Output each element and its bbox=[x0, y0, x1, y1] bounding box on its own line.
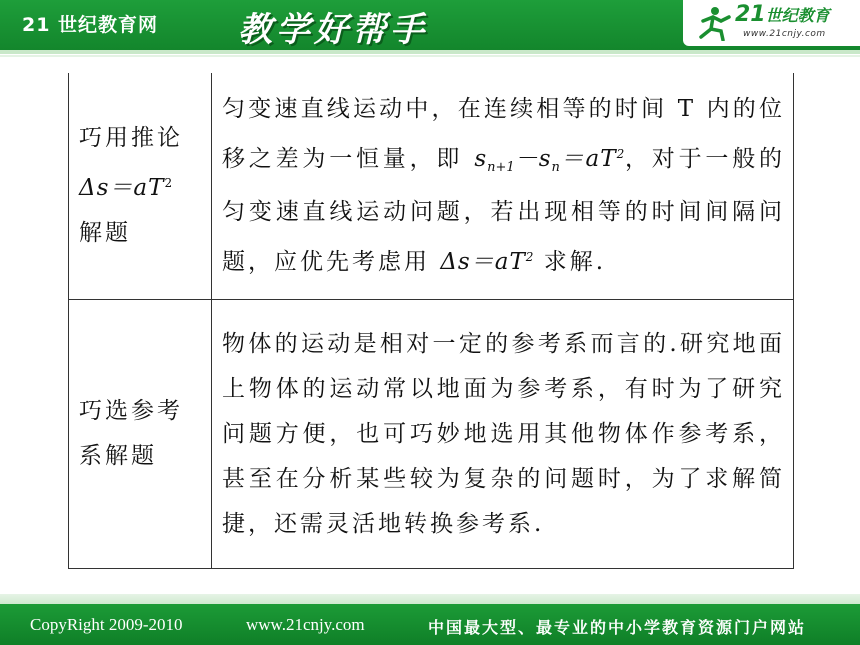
description-text: 求解. bbox=[533, 249, 607, 275]
slogan: 教学好帮手 bbox=[238, 10, 428, 50]
table-row bbox=[69, 300, 794, 569]
description-text: 匀变速直线运动中，在连续相等的时间 T 内的位移之差为一恒量，即 bbox=[222, 96, 785, 172]
method-formula: $\Delta s=aT^2$ bbox=[79, 175, 173, 201]
description-cell: 物体的运动是相对一定的参考系而言的.研究地面上物体的运动常以地面为参考系，有时为了研究问题方便，也可巧妙地选用其他物体作参考系，甚至在分析某些较为复杂的问题时，为了求解简捷，还需灵活地转换参考系. bbox=[212, 300, 794, 569]
site-brand: 21 世纪教育网 bbox=[22, 14, 159, 36]
method-cell bbox=[69, 73, 212, 300]
method-table bbox=[68, 73, 794, 569]
copyright-text: CopyRight 2009-2010 bbox=[30, 615, 183, 634]
method-cell: 巧选参考系解题 bbox=[69, 300, 212, 569]
footer-band bbox=[0, 594, 860, 604]
site-logo[interactable] bbox=[683, 0, 860, 46]
inline-formula: $\Delta s=aT^2$ bbox=[440, 249, 534, 275]
description-cell bbox=[212, 73, 794, 300]
footer-url-link[interactable]: www.21cnjy.com bbox=[246, 615, 365, 634]
footer-tagline: 中国最大型、最专业的中小学教育资源门户网站 bbox=[428, 618, 807, 637]
table-row bbox=[69, 73, 794, 300]
header-divider bbox=[0, 50, 860, 54]
header-divider-light bbox=[0, 55, 860, 57]
header-bar bbox=[0, 0, 860, 50]
description-text: ，对于一般的匀变速直线运动问题，若出现相等的时间间隔问题，应优先考虑用 bbox=[222, 146, 786, 275]
logo-url: www.21cnjy.com bbox=[743, 29, 826, 39]
footer-bar bbox=[0, 604, 860, 645]
inline-formula: $s_{n+1}-s_n=aT^2$ bbox=[474, 146, 625, 175]
logo-wordmark: 21世纪教育 bbox=[735, 2, 830, 27]
runner-icon bbox=[693, 5, 737, 41]
method-label: 巧用推论 bbox=[79, 125, 183, 151]
method-label-end: 解题 bbox=[79, 220, 131, 246]
